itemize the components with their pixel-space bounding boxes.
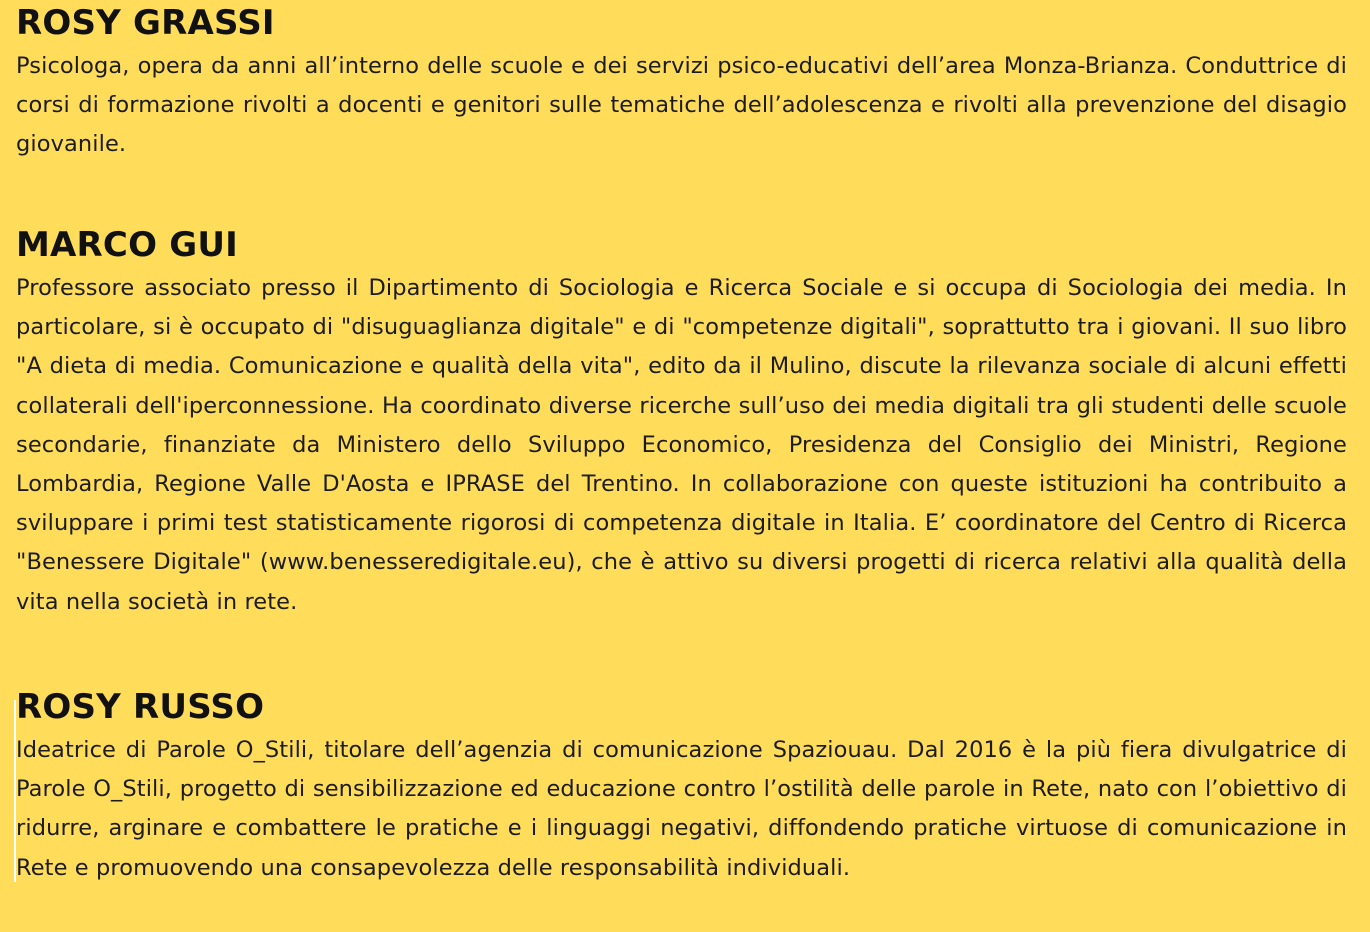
bio-rosy-russo [16,689,1347,888]
bio-name: ROSY GRASSI [16,3,275,43]
bio-name: MARCO GUI [16,225,238,265]
bio-description: Professore associato presso il Dipartimento di Sociologia e Ricerca Sociale e si occupa di Sociologia dei media. In particolare, si è occupato di "disuguaglianza digitale" e di "competenze digitali", soprattutto tra i giovani. Il suo libro "A dieta di media. Comunicazione e qualità della vita", edito da il Mulino, discute la rilevanza sociale di alcuni effetti collaterali dell'iperconnessione. Ha coordinato diverse ricerche sull’uso dei media digitali tra gli studenti delle scuole secondarie, finanziate da Ministero dello Sviluppo Economico, Presidenza del Consiglio dei Ministri, Regione Lombardia, Regione Valle D'Aosta e IPRASE del Trentino. In collaborazione con queste istituzioni ha contribuito a sviluppare i primi test statisticamente rigorosi di competenza digitale in Italia. E’ coordinatore del Centro di Ricerca "Benessere Digitale" (www.benesseredigitale.eu), che è attivo su diversi progetti di ricerca relativi alla qualità della vita nella società in rete. [16,275,1347,615]
bio-name: ROSY RUSSO [16,687,265,727]
text-cursor-line [14,700,16,882]
bio-rosy-grassi [16,5,1347,165]
bio-description: Psicologa, opera da anni all’interno delle scuole e dei servizi psico-educativi dell’area Monza-Brianza. Conduttrice di corsi di formazione rivolti a docenti e genitori sulle tematiche dell’adolescenza e rivolti alla prevenzione del disagio giovanile. [16,53,1347,158]
bio-marco-gui [16,227,1347,622]
bio-description[interactable]: Ideatrice di Parole O_Stili, titolare dell’agenzia di comunicazione Spaziouau. Dal 2016 è la più fiera divulgatrice di Parole O_Stili, progetto di sensibilizzazione ed educazione contro l’ostilità delle parole in Rete, nato con l’obiettivo di ridurre, arginare e combattere le pratiche e i linguaggi negativi, diffondendo pratiche virtuose di comunicazione in Rete e promuovendo una consapevolezza delle responsabilità individuali. [16,737,1347,881]
